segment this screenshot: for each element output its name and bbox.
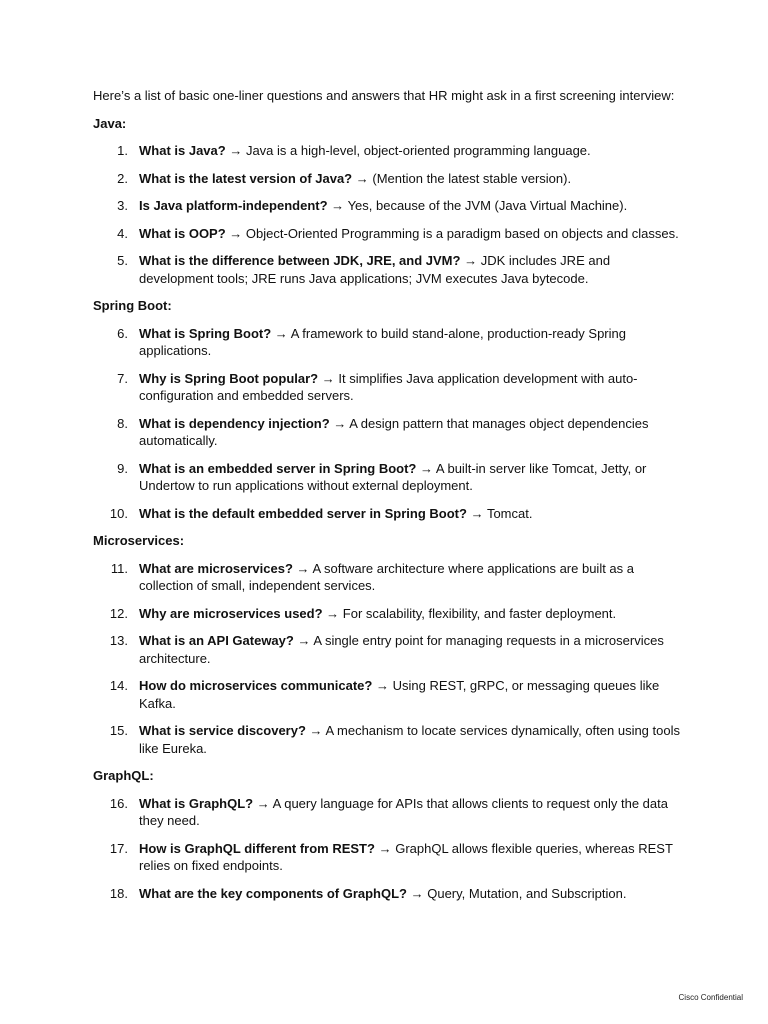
item-number: 6.	[117, 325, 128, 341]
arrow-icon: →	[229, 225, 243, 241]
arrow-icon: →	[331, 198, 345, 213]
answer-text: Using REST, gRPC, or messaging queues like Kafka.	[139, 678, 660, 711]
item-number: 17.	[109, 840, 128, 856]
arrow-icon: →	[296, 560, 310, 576]
item-number: 1.	[117, 143, 128, 158]
item-number: 16.	[109, 795, 128, 811]
question-text: Is Java platform-independent?	[139, 198, 328, 213]
item-number: 9.	[117, 460, 128, 476]
section-heading: GraphQL:	[93, 768, 154, 783]
list-item	[93, 225, 683, 243]
answer-text: Tomcat.	[486, 505, 533, 521]
arrow-icon: →	[274, 325, 288, 341]
answer-text: For scalability, flexibility, and faster deployment.	[342, 605, 617, 621]
question-list	[93, 325, 683, 523]
list-item	[93, 677, 683, 712]
arrow-icon: →	[326, 605, 340, 621]
answer-text: It simplifies Java application development with auto-configuration and embedded servers.	[139, 370, 638, 403]
list-item	[93, 795, 683, 830]
item-number: 12.	[109, 605, 128, 621]
answer-text: Object-Oriented Programming is a paradigm based on objects and classes.	[245, 225, 679, 241]
intro-paragraph: Here’s a list of basic one-liner questions and answers that HR might ask in a first screening interview:	[93, 88, 675, 103]
item-number: 3.	[117, 198, 128, 213]
section-java	[93, 115, 683, 288]
answer-text: A single entry point for managing requests in a microservices architecture.	[139, 633, 664, 666]
arrow-icon: →	[464, 253, 478, 268]
question-text: What is OOP?	[139, 225, 226, 241]
list-item	[93, 170, 683, 188]
question-text: How do microservices communicate?	[139, 678, 373, 693]
item-number: 7.	[117, 370, 128, 386]
arrow-icon: →	[333, 415, 347, 431]
question-text: What is the difference between JDK, JRE, and JVM?	[139, 253, 461, 268]
list-item	[93, 505, 683, 523]
answer-text: Java is a high-level, object-oriented programming language.	[245, 143, 591, 158]
question-text: What is GraphQL?	[139, 795, 254, 811]
item-number: 13.	[109, 633, 128, 648]
section-spring-boot	[93, 297, 683, 522]
answer-text: JDK includes JRE and development tools; JRE runs Java applications; JVM executes Java bytecode.	[139, 253, 611, 286]
answer-text: A mechanism to locate services dynamically, often using tools like Eureka.	[139, 723, 680, 756]
question-text: Why are microservices used?	[139, 605, 323, 621]
question-text: What are the key components of GraphQL?	[139, 885, 407, 901]
item-number: 14.	[109, 678, 128, 693]
answer-text: A built-in server like Tomcat, Jetty, or Undertow to run applications without external deployment.	[139, 460, 647, 493]
answer-text: Query, Mutation, and Subscription.	[427, 885, 627, 901]
question-text: What is the latest version of Java?	[139, 170, 353, 186]
document-body	[93, 87, 683, 912]
item-number: 4.	[117, 225, 128, 241]
list-item	[93, 142, 683, 160]
answer-text: A query language for APIs that allows clients to request only the data they need.	[139, 795, 668, 828]
section-graphql	[93, 767, 683, 902]
section-heading: Java:	[93, 115, 127, 131]
list-item	[93, 252, 683, 287]
question-text: What are microservices?	[139, 560, 293, 576]
question-text: Why is Spring Boot popular?	[139, 370, 319, 386]
list-item	[93, 197, 683, 215]
list-item	[93, 632, 683, 667]
item-number: 5.	[117, 253, 128, 268]
section-heading: Microservices:	[93, 533, 185, 548]
list-item	[93, 415, 683, 450]
footer-confidential: Cisco Confidential	[678, 993, 743, 1002]
arrow-icon: →	[229, 143, 243, 158]
item-number: 2.	[117, 170, 128, 186]
arrow-icon: →	[420, 460, 433, 476]
answer-text: A design pattern that manages object dependencies automatically.	[139, 415, 649, 448]
arrow-icon: →	[470, 505, 484, 521]
item-number: 10.	[109, 505, 128, 521]
answer-text: Yes, because of the JVM (Java Virtual Machine).	[347, 198, 628, 213]
list-item	[93, 840, 683, 875]
arrow-icon: →	[321, 370, 335, 386]
arrow-icon: →	[375, 678, 389, 693]
item-number: 18.	[109, 885, 128, 901]
question-text: What is Java?	[139, 143, 226, 158]
arrow-icon: →	[355, 170, 369, 186]
question-text: What is service discovery?	[139, 723, 306, 738]
item-number: 15.	[109, 723, 128, 738]
section-microservices	[93, 532, 683, 757]
list-item	[93, 370, 683, 405]
question-text: What is dependency injection?	[139, 415, 330, 431]
arrow-icon: →	[309, 723, 323, 738]
question-list	[93, 142, 683, 287]
list-item	[93, 560, 683, 595]
answer-text: A software architecture where applications are built as a collection of small, independent services.	[139, 560, 634, 593]
answer-text: GraphQL allows flexible queries, whereas REST relies on fixed endpoints.	[139, 840, 673, 873]
list-item	[93, 885, 683, 903]
section-heading: Spring Boot:	[93, 298, 172, 313]
question-text: What is an API Gateway?	[139, 633, 294, 648]
list-item	[93, 325, 683, 360]
question-text: What is an embedded server in Spring Boot?	[139, 460, 417, 476]
list-item	[93, 722, 683, 757]
answer-text: (Mention the latest stable version).	[372, 170, 572, 186]
sections-container	[93, 115, 683, 903]
arrow-icon: →	[410, 885, 424, 901]
item-number: 8.	[117, 415, 128, 431]
list-item	[93, 460, 683, 495]
arrow-icon: →	[297, 633, 311, 648]
question-text: How is GraphQL different from REST?	[139, 840, 375, 856]
list-item	[93, 605, 683, 623]
arrow-icon: →	[378, 840, 392, 856]
question-list	[93, 560, 683, 758]
question-text: What is Spring Boot?	[139, 325, 272, 341]
question-text: What is the default embedded server in Spring Boot?	[139, 505, 467, 521]
answer-text: A framework to build stand-alone, production-ready Spring applications.	[139, 325, 626, 358]
item-number: 11.	[110, 560, 128, 576]
question-list	[93, 795, 683, 903]
arrow-icon: →	[256, 795, 270, 811]
